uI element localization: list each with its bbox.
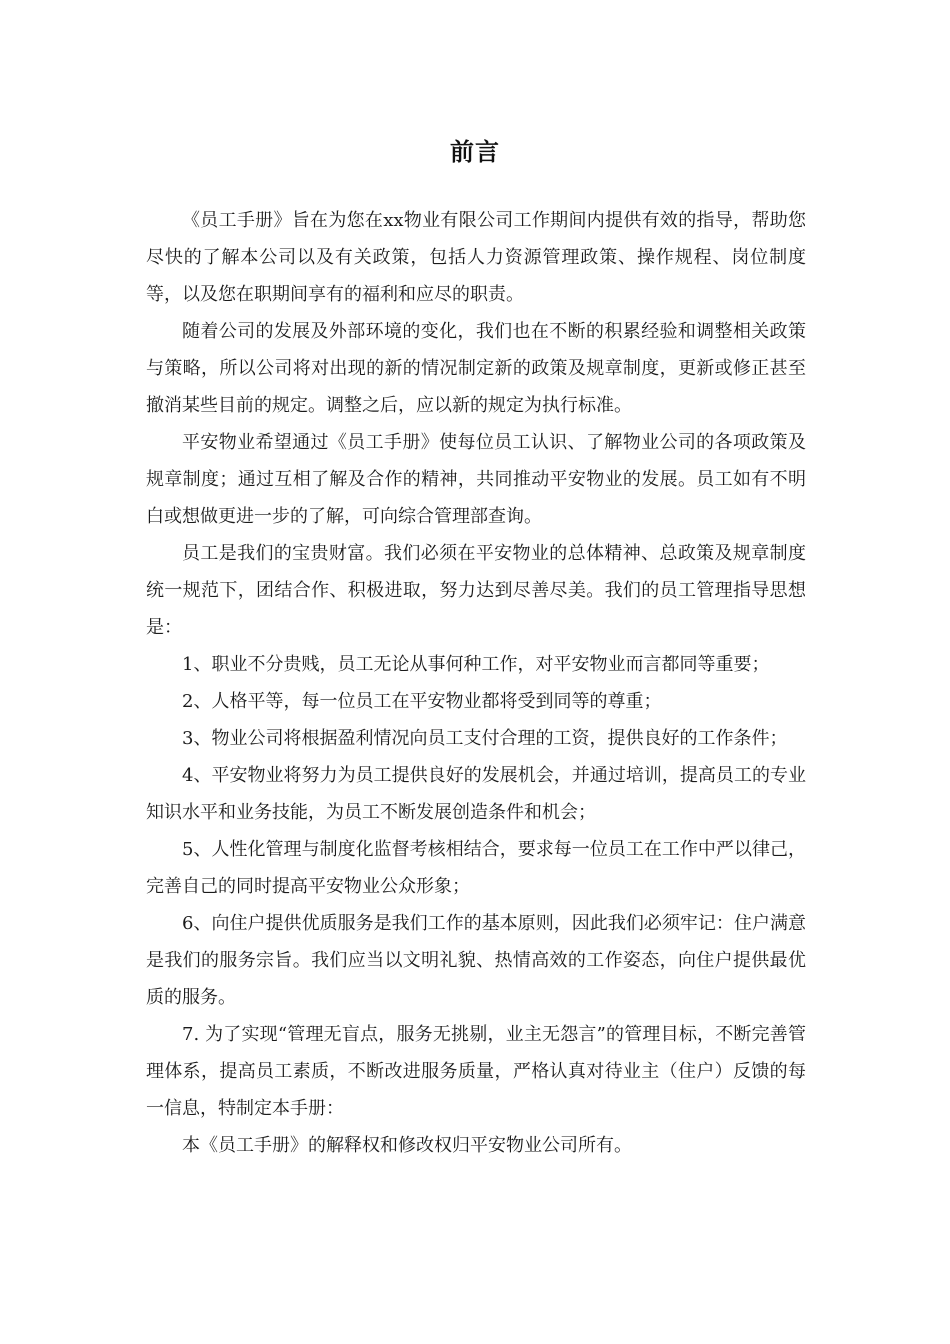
paragraph-intro: 《员工手册》旨在为您在xx物业有限公司工作期间内提供有效的指导，帮助您尽快的了解本公司以及有关政策，包括人力资源管理政策、操作规程、岗位制度等，以及您在职期间享有的福利和应尽的职责。 bbox=[146, 210, 806, 305]
list-item-5: 5、人性化管理与制度化监督考核相结合，要求每一位员工在工作中严以律己，完善自己的同时提高平安物业公众形象； bbox=[146, 839, 806, 897]
list-item-3: 3、物业公司将根据盈利情况向员工支付合理的工资，提供良好的工作条件； bbox=[182, 728, 788, 749]
list-item-1: 1、职业不分贵贱，员工无论从事何种工作，对平安物业而言都同等重要； bbox=[182, 654, 770, 675]
paragraph-guiding-ideas: 员工是我们的宝贵财富。我们必须在平安物业的总体精神、总政策及规章制度统一规范下，团结合作、积极进取，努力达到尽善尽美。我们的员工管理指导思想是： bbox=[146, 543, 806, 638]
paragraph-purpose: 平安物业希望通过《员工手册》使每位员工认识、了解物业公司的各项政策及规章制度；通过互相了解及合作的精神，共同推动平安物业的发展。员工如有不明白或想做更进一步的了解，可向综合管理部查询。 bbox=[146, 432, 806, 527]
list-item-7: 7. 为了实现“管理无盲点，服务无挑剔，业主无怨言”的管理目标，不断完善管理体系，提高员工素质，不断改进服务质量，严格认真对待业主（住户）反馈的每一信息，特制定本手册： bbox=[146, 1024, 806, 1119]
page-title: 前言 bbox=[450, 138, 500, 166]
list-item-6: 6、向住户提供优质服务是我们工作的基本原则，因此我们必须牢记：住户满意是我们的服务宗旨。我们应当以文明礼貌、热情高效的工作姿态，向住户提供最优质的服务。 bbox=[146, 913, 806, 1008]
paragraph-rights: 本《员工手册》的解释权和修改权归平安物业公司所有。 bbox=[182, 1135, 632, 1156]
list-item-4: 4、平安物业将努力为员工提供良好的发展机会，并通过培训，提高员工的专业知识水平和业务技能，为员工不断发展创造条件和机会； bbox=[146, 765, 806, 823]
list-item-2: 2、人格平等，每一位员工在平安物业都将受到同等的尊重； bbox=[182, 691, 662, 712]
document-body bbox=[146, 202, 806, 1164]
paragraph-policy-changes: 随着公司的发展及外部环境的变化，我们也在不断的积累经验和调整相关政策与策略，所以公司将对出现的新的情况制定新的政策及规章制度，更新或修正甚至撤消某些目前的规定。调整之后，应以新的规定为执行标准。 bbox=[146, 321, 806, 416]
